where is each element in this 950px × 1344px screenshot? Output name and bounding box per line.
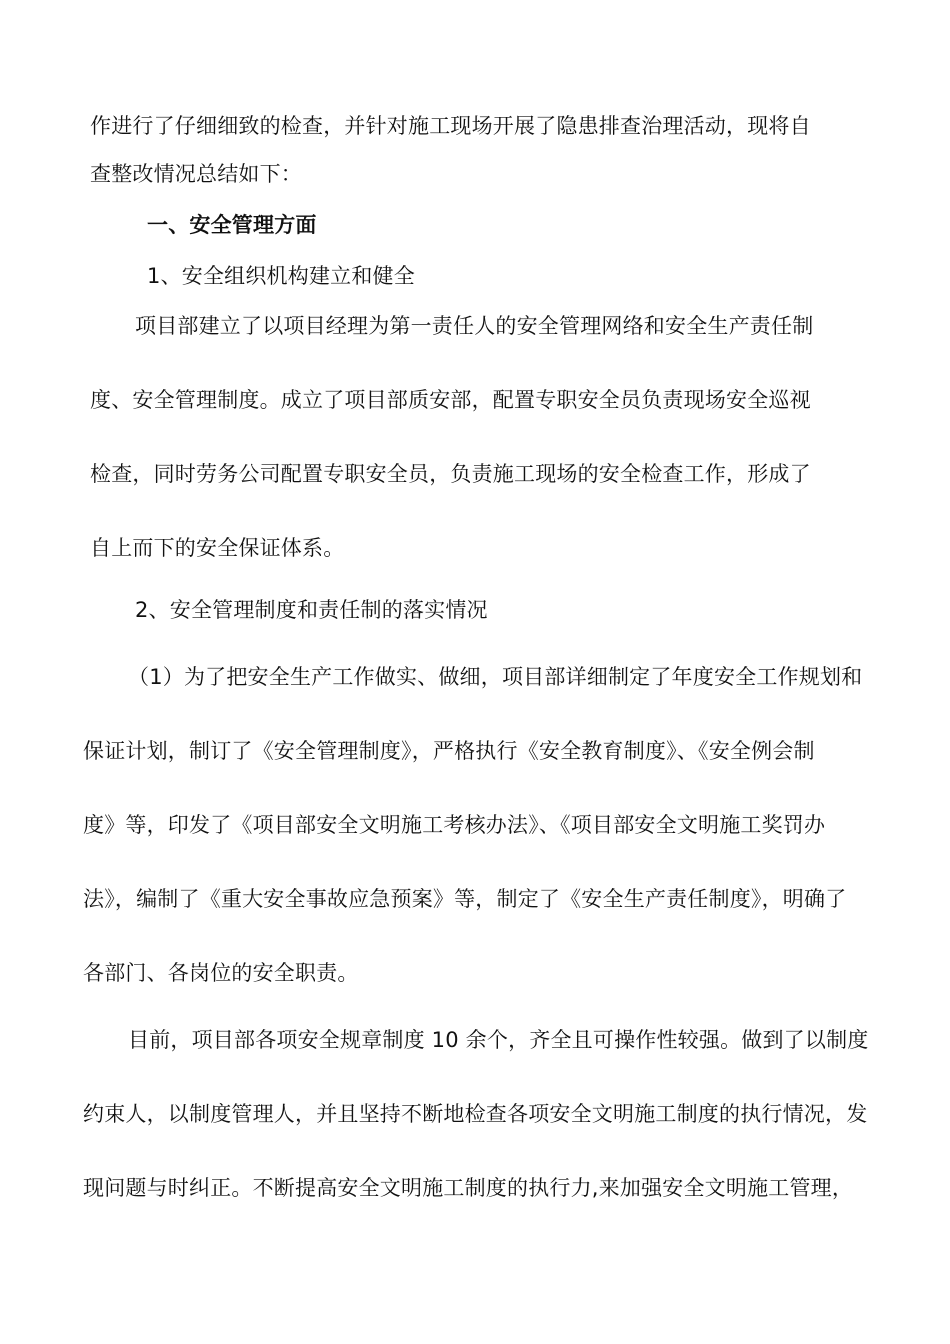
paragraph-line: 现问题与时纠正。不断提高安全文明施工制度的执行力,来加强安全文明施工管理， xyxy=(83,1176,854,1200)
paragraph-line: 度、安全管理制度。成立了项目部质安部，配置专职安全员负责现场安全巡视 xyxy=(90,388,811,412)
subsection-title-2: 2、安全管理制度和责任制的落实情况 xyxy=(135,598,488,622)
paragraph-line: 目前，项目部各项安全规章制度 10 余个，齐全且可操作性较强。做到了以制度 xyxy=(128,1028,869,1052)
subsection-title-1: 1、安全组织机构建立和健全 xyxy=(147,264,415,288)
paragraph-line: 保证计划，制订了《安全管理制度》，严格执行《安全教育制度》、《安全例会制 xyxy=(83,739,815,763)
paragraph-line: （1）为了把安全生产工作做实、做细，项目部详细制定了年度安全工作规划和 xyxy=(128,665,863,689)
paragraph-line: 各部门、各岗位的安全职责。 xyxy=(83,961,359,985)
paragraph-line: 自上而下的安全保证体系。 xyxy=(90,536,345,560)
section-heading: 一、安全管理方面 xyxy=(147,213,317,237)
paragraph-line: 法》，编制了《重大安全事故应急预案》等，制定了《安全生产责任制度》，明确了 xyxy=(83,887,847,911)
intro-line-2: 查整改情况总结如下： xyxy=(90,162,302,186)
paragraph-line: 约束人，以制度管理人，并且坚持不断地检查各项安全文明施工制度的执行情况，发 xyxy=(83,1102,868,1126)
paragraph-line: 度》等，印发了《项目部安全文明施工考核办法》、《项目部安全文明施工奖罚办 xyxy=(83,813,826,837)
paragraph-line: 项目部建立了以项目经理为第一责任人的安全管理网络和安全生产责任制 xyxy=(135,314,814,338)
intro-line-1: 作进行了仔细细致的检查，并针对施工现场开展了隐患排查治理活动，现将自 xyxy=(90,114,811,138)
paragraph-line: 检查，同时劳务公司配置专职安全员，负责施工现场的安全检查工作，形成了 xyxy=(90,462,811,486)
